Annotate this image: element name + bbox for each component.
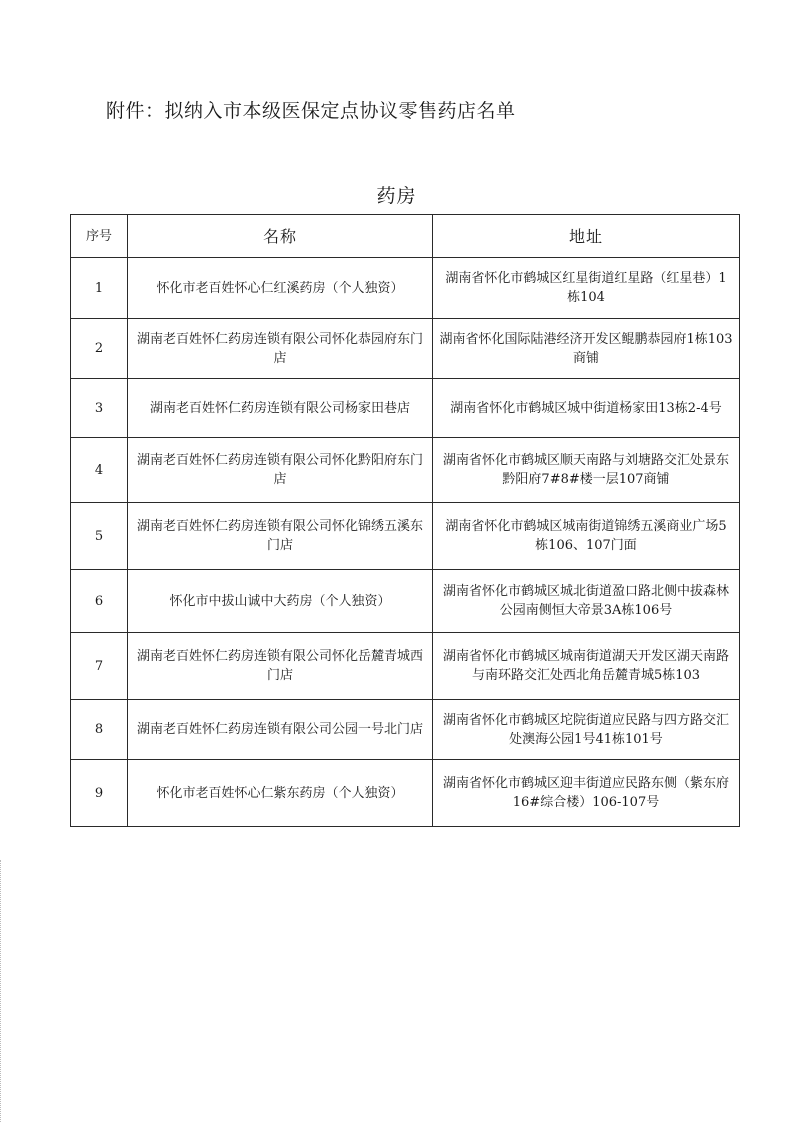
pharmacy-name: 湖南老百姓怀仁药房连锁有限公司怀化锦绣五溪东门店 (128, 503, 433, 570)
table-row (71, 319, 740, 379)
table-row (71, 379, 740, 438)
pharmacy-name: 湖南老百姓怀仁药房连锁有限公司怀化岳麓青城西门店 (128, 633, 433, 700)
row-index: 3 (71, 379, 128, 438)
table-row (71, 570, 740, 633)
table-row (71, 700, 740, 760)
pharmacy-address: 湖南省怀化市鹤城区城南街道锦绣五溪商业广场5栋106、107门面 (433, 503, 740, 570)
row-index: 1 (71, 258, 128, 319)
row-index: 8 (71, 700, 128, 760)
table-row (71, 633, 740, 700)
pharmacy-address: 湖南省怀化市鹤城区城北街道盈口路北侧中拔森林公园南侧恒大帝景3A栋106号 (433, 570, 740, 633)
pharmacy-name: 怀化市中拔山诚中大药房（个人独资） (128, 570, 433, 633)
pharmacy-address: 湖南省怀化市鹤城区城中街道杨家田13栋2-4号 (433, 379, 740, 438)
pharmacy-address: 湖南省怀化市鹤城区红星街道红星路（红星巷）1栋104 (433, 258, 740, 319)
pharmacy-name: 湖南老百姓怀仁药房连锁有限公司杨家田巷店 (128, 379, 433, 438)
pharmacy-address: 湖南省怀化国际陆港经济开发区鲲鹏恭园府1栋103商铺 (433, 319, 740, 379)
pharmacy-name: 湖南老百姓怀仁药房连锁有限公司怀化黔阳府东门店 (128, 438, 433, 503)
pharmacy-name: 湖南老百姓怀仁药房连锁有限公司公园一号北门店 (128, 700, 433, 760)
page-title: 附件：拟纳入市本级医保定点协议零售药店名单 (106, 100, 516, 122)
table-header-row (71, 215, 740, 258)
table-row (71, 760, 740, 827)
pharmacy-address: 湖南省怀化市鹤城区顺天南路与刘塘路交汇处景东黔阳府7#8#楼一层107商铺 (433, 438, 740, 503)
pharmacy-address: 湖南省怀化市鹤城区迎丰街道应民路东侧（紫东府16#综合楼）106-107号 (433, 760, 740, 827)
row-index: 6 (71, 570, 128, 633)
row-index: 2 (71, 319, 128, 379)
column-header-name: 名称 (128, 215, 433, 258)
column-header-index: 序号 (71, 215, 128, 258)
pharmacy-address: 湖南省怀化市鹤城区坨院街道应民路与四方路交汇处澳海公园1号41栋101号 (433, 700, 740, 760)
pharmacy-address: 湖南省怀化市鹤城区城南街道湖天开发区湖天南路与南环路交汇处西北角岳麓青城5栋103 (433, 633, 740, 700)
row-index: 7 (71, 633, 128, 700)
scan-edge-mark (0, 860, 3, 1122)
row-index: 9 (71, 760, 128, 827)
table-row (71, 258, 740, 319)
pharmacy-name: 怀化市老百姓怀心仁紫东药房（个人独资） (128, 760, 433, 827)
pharmacy-name: 怀化市老百姓怀心仁红溪药房（个人独资） (128, 258, 433, 319)
row-index: 5 (71, 503, 128, 570)
section-title: 药房 (376, 185, 417, 207)
column-header-address: 地址 (433, 215, 740, 258)
pharmacy-table (70, 214, 740, 827)
table-row (71, 503, 740, 570)
row-index: 4 (71, 438, 128, 503)
pharmacy-name: 湖南老百姓怀仁药房连锁有限公司怀化恭园府东门店 (128, 319, 433, 379)
table-row (71, 438, 740, 503)
